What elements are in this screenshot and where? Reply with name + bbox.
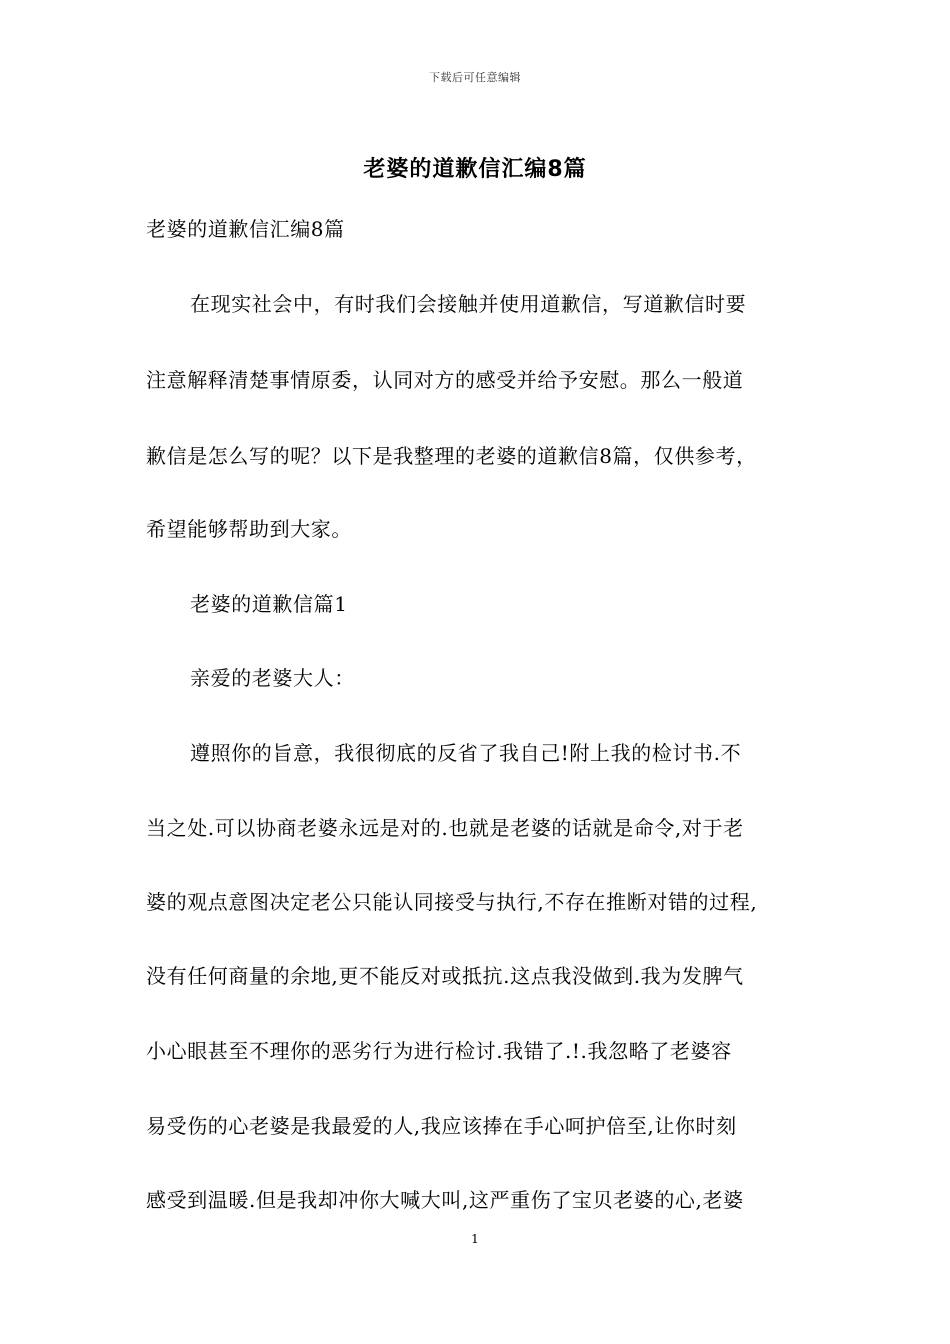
header-note: 下载后可任意编辑 xyxy=(429,71,521,84)
page-number: 1 xyxy=(471,1232,479,1246)
paragraph-line: 小心眼甚至不理你的恶劣行为进行检讨.我错了.!.我忽略了老婆容 xyxy=(146,1039,732,1063)
paragraph-line: 歉信是怎么写的呢？以下是我整理的老婆的道歉信8篇，仅供参考， xyxy=(146,444,757,468)
paragraph-line: 注意解释清楚事情原委，认同对方的感受并给予安慰。那么一般道 xyxy=(146,368,744,392)
document-title: 老婆的道歉信汇编8篇 xyxy=(363,157,587,182)
paragraph-line: 感受到温暖.但是我却冲你大喊大叫,这严重伤了宝贝老婆的心,老婆 xyxy=(146,1188,744,1212)
subtitle-line: 老婆的道歉信汇编8篇 xyxy=(146,217,345,241)
paragraph-line: 希望能够帮助到大家。 xyxy=(146,517,352,541)
paragraph-line: 易受伤的心老婆是我最爱的人,我应该捧在手心呵护倍至,让你时刻 xyxy=(146,1114,737,1138)
paragraph-line: 没有任何商量的余地,更不能反对或抵抗.这点我没做到.我为发脾气 xyxy=(146,964,744,988)
paragraph-line: 当之处.可以协商老婆永远是对的.也就是老婆的话就是命令,对于老 xyxy=(146,816,744,840)
paragraph-line: 婆的观点意图决定老公只能认同接受与执行,不存在推断对错的过程, xyxy=(146,890,758,914)
salutation: 亲爱的老婆大人： xyxy=(190,666,355,690)
paragraph-line: 遵照你的旨意，我很彻底的反省了我自己!附上我的检讨书.不 xyxy=(190,741,742,765)
paragraph-line: 在现实社会中，有时我们会接触并使用道歉信，写道歉信时要 xyxy=(190,292,747,316)
section-heading: 老婆的道歉信篇1 xyxy=(190,592,348,616)
